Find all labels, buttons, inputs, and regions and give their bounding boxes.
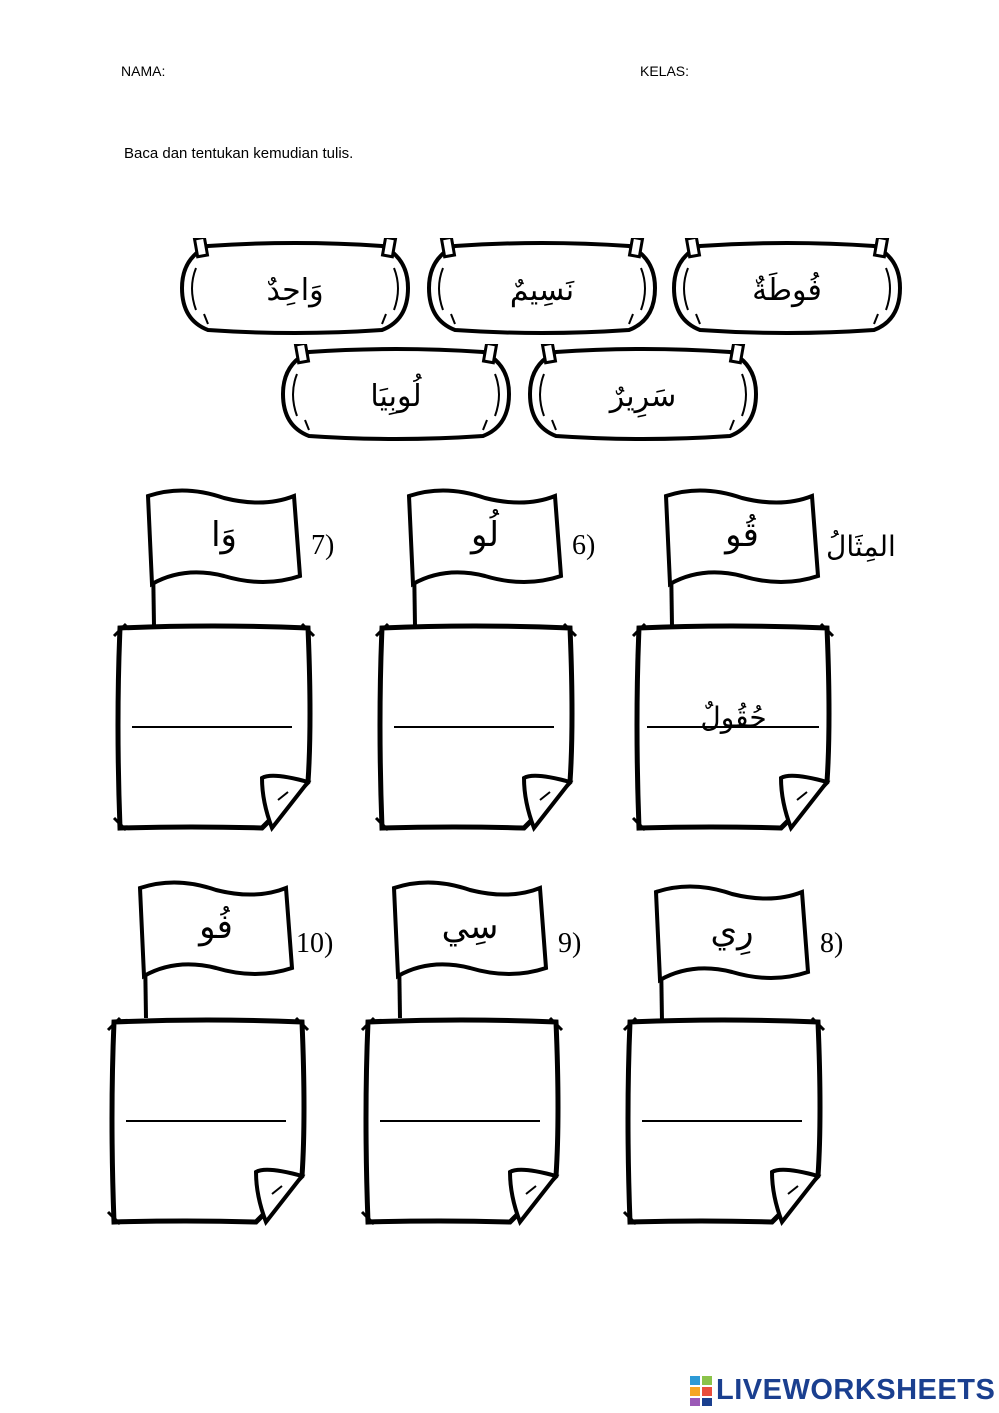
syllable-text: رِي [710,911,754,951]
word-card [180,238,410,338]
syllable-text: قُو [725,515,759,555]
answer-note [622,1016,827,1226]
syllable-text: وَا [211,515,237,555]
instruction-text: Baca dan tentukan kemudian tulis. [124,145,354,162]
word-text: وَاحِدٌ [266,273,324,308]
word-card [281,344,511,444]
word-text: فُوطَةٌ [752,273,822,308]
word-card [672,238,902,338]
class-label: KELAS: [640,63,690,79]
flag [662,488,822,628]
syllable-text: فُو [199,907,233,947]
logo-icon [690,1376,714,1406]
word-card [528,344,758,444]
answer-note [106,1016,311,1226]
syllable-text: سِي [441,907,499,947]
name-label: NAMA: [121,63,166,79]
answer-line[interactable] [394,726,554,728]
answer-note [360,1016,565,1226]
word-text: لُوبِيَا [370,379,422,414]
answer-line[interactable] [132,726,292,728]
flag [405,488,565,628]
answer-note [631,622,836,832]
question-number: 8) [820,928,844,959]
word-card [427,238,657,338]
question-number: 10) [296,928,334,959]
brand-text: LIVEWORKSHEETS [716,1374,996,1406]
word-text: سَرِيرٌ [609,379,677,414]
flag [136,880,296,1020]
answer-line[interactable] [126,1120,286,1122]
answer-line[interactable] [642,1120,802,1122]
question-number: 9) [558,928,582,959]
flag [144,488,304,628]
answer-line[interactable] [380,1120,540,1122]
example-answer: حُقُولٌ [700,701,767,734]
example-label: المِثَالُ [826,530,896,563]
syllable-text: لُو [471,515,499,555]
answer-line [647,726,819,728]
question-number: 7) [311,530,335,561]
word-text: نَسِيمٌ [509,273,575,308]
answer-note [374,622,579,832]
question-number: 6) [572,530,596,561]
flag [390,880,550,1020]
liveworksheets-logo [690,1374,996,1408]
answer-note [112,622,317,832]
flag [652,884,812,1024]
